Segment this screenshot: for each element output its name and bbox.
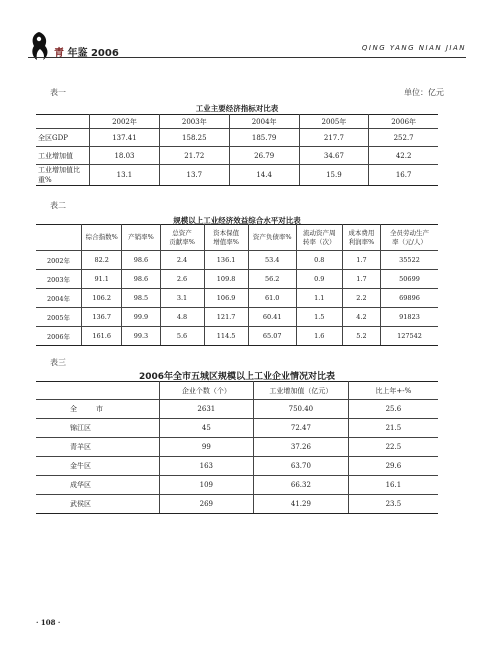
table-cell: 2.4	[160, 251, 204, 270]
table-cell: 109	[159, 476, 253, 495]
row-label: 金牛区	[36, 457, 159, 476]
table-cell: 158.25	[159, 129, 229, 147]
table-row	[36, 165, 438, 186]
table-cell: 121.7	[204, 308, 248, 327]
brand-char: 青	[54, 48, 64, 59]
table-cell: 2.2	[342, 289, 380, 308]
table-row	[36, 400, 438, 419]
table-row	[36, 476, 438, 495]
table-cell: 25.6	[348, 400, 438, 419]
table-cell: 3.1	[160, 289, 204, 308]
table-cell: 217.7	[299, 129, 369, 147]
table-cell: 16.1	[348, 476, 438, 495]
column-header: 2005年	[299, 115, 369, 129]
column-header: 流动资产周 转率（次）	[296, 225, 342, 251]
table-cell: 4.2	[342, 308, 380, 327]
column-header: 综合指数%	[82, 225, 122, 251]
row-label: 锦江区	[36, 419, 159, 438]
english-title: QING YANG NIAN JIAN	[361, 44, 466, 52]
column-header	[36, 115, 90, 129]
row-label: 全区GDP	[36, 129, 90, 147]
row-label: 2002年	[36, 251, 82, 270]
column-header	[36, 225, 82, 251]
table1-unit: 单位：亿元	[404, 88, 444, 97]
table-cell: 269	[159, 495, 253, 514]
table-row	[36, 457, 438, 476]
row-label: 武侯区	[36, 495, 159, 514]
table-cell: 50699	[381, 270, 438, 289]
table-cell: 98.6	[122, 270, 160, 289]
table-cell: 750.40	[254, 400, 349, 419]
column-header: 产销率%	[122, 225, 160, 251]
table-cell: 1.7	[342, 270, 380, 289]
page-number: · 108 ·	[36, 618, 61, 627]
table-cell: 56.2	[248, 270, 296, 289]
column-header: 全员劳动生产 率（元/人）	[381, 225, 438, 251]
table-cell: 42.2	[369, 147, 438, 165]
table-cell: 137.41	[90, 129, 160, 147]
table-cell: 163	[159, 457, 253, 476]
table-cell: 136.1	[204, 251, 248, 270]
table-cell: 109.8	[204, 270, 248, 289]
table-cell: 127542	[381, 327, 438, 346]
column-header: 成本费用 利润率%	[342, 225, 380, 251]
header-row	[36, 225, 438, 251]
table-cell: 1.6	[296, 327, 342, 346]
table-cell: 16.7	[369, 165, 438, 186]
table-row	[36, 270, 438, 289]
table-row	[36, 327, 438, 346]
row-label: 工业增加值	[36, 147, 90, 165]
table-cell: 4.8	[160, 308, 204, 327]
table2-title: 规模以上工业经济效益综合水平对比表	[173, 216, 301, 225]
column-header: 工业增加值（亿元）	[254, 382, 349, 400]
table-cell: 106.2	[82, 289, 122, 308]
column-header: 2002年	[90, 115, 160, 129]
row-label: 全 市	[36, 400, 159, 419]
row-label: 2005年	[36, 308, 82, 327]
table-cell: 99	[159, 438, 253, 457]
table-row	[36, 308, 438, 327]
table-cell: 82.2	[82, 251, 122, 270]
brand-year: 2006	[90, 48, 119, 59]
column-header: 2006年	[369, 115, 438, 129]
table-cell: 0.9	[296, 270, 342, 289]
table-cell: 66.32	[254, 476, 349, 495]
table3-label: 表三	[50, 358, 66, 367]
table-cell: 18.03	[90, 147, 160, 165]
table-cell: 2.6	[160, 270, 204, 289]
table1	[36, 114, 438, 186]
table-cell: 23.5	[348, 495, 438, 514]
table-cell: 99.3	[122, 327, 160, 346]
table-cell: 98.6	[122, 251, 160, 270]
table-row	[36, 251, 438, 270]
column-header: 总资产 贡献率%	[160, 225, 204, 251]
table1-title: 工业主要经济指标对比表	[195, 104, 279, 113]
table-cell: 53.4	[248, 251, 296, 270]
table-cell: 185.79	[229, 129, 299, 147]
table-cell: 26.79	[229, 147, 299, 165]
header-row	[36, 382, 438, 400]
table2-label: 表二	[50, 201, 66, 210]
table-row	[36, 495, 438, 514]
table-cell: 91823	[381, 308, 438, 327]
row-label: 2003年	[36, 270, 82, 289]
table-cell: 72.47	[254, 419, 349, 438]
brand-mid: 年鉴	[67, 48, 88, 59]
table-cell: 13.1	[90, 165, 160, 186]
column-header: 企业个数（个）	[159, 382, 253, 400]
table1-label: 表一	[50, 88, 66, 97]
row-label: 成华区	[36, 476, 159, 495]
table-row	[36, 419, 438, 438]
table-cell: 136.7	[82, 308, 122, 327]
table3	[36, 381, 438, 514]
row-label: 工业增加值比重%	[36, 165, 90, 186]
row-label: 青羊区	[36, 438, 159, 457]
table-cell: 45	[159, 419, 253, 438]
table-cell: 41.29	[254, 495, 349, 514]
column-header: 2004年	[229, 115, 299, 129]
table-cell: 99.9	[122, 308, 160, 327]
table-cell: 69896	[381, 289, 438, 308]
table2	[36, 224, 438, 346]
table-cell: 106.9	[204, 289, 248, 308]
row-label: 2006年	[36, 327, 82, 346]
table-cell: 61.0	[248, 289, 296, 308]
table-cell: 91.1	[82, 270, 122, 289]
table-cell: 34.67	[299, 147, 369, 165]
header-rule	[28, 57, 466, 58]
table-cell: 2631	[159, 400, 253, 419]
table-cell: 98.5	[122, 289, 160, 308]
table-row	[36, 438, 438, 457]
table-cell: 65.07	[248, 327, 296, 346]
column-header: 资产负债率%	[248, 225, 296, 251]
table-cell: 252.7	[369, 129, 438, 147]
table-cell: 5.6	[160, 327, 204, 346]
column-header	[36, 382, 159, 400]
table-cell: 1.5	[296, 308, 342, 327]
table-cell: 37.26	[254, 438, 349, 457]
table-cell: 1.1	[296, 289, 342, 308]
table-cell: 60.41	[248, 308, 296, 327]
table-cell: 21.5	[348, 419, 438, 438]
column-header: 资本保值 增值率%	[204, 225, 248, 251]
table-cell: 21.72	[159, 147, 229, 165]
table-row	[36, 129, 438, 147]
page-header	[28, 30, 466, 64]
table-row	[36, 289, 438, 308]
table-cell: 161.6	[82, 327, 122, 346]
table-cell: 63.70	[254, 457, 349, 476]
table-cell: 14.4	[229, 165, 299, 186]
table-row	[36, 147, 438, 165]
table-cell: 35522	[381, 251, 438, 270]
table-cell: 1.7	[342, 251, 380, 270]
table-cell: 114.5	[204, 327, 248, 346]
table-cell: 15.9	[299, 165, 369, 186]
table-cell: 5.2	[342, 327, 380, 346]
header-row	[36, 115, 438, 129]
table-cell: 29.6	[348, 457, 438, 476]
row-label: 2004年	[36, 289, 82, 308]
table-cell: 22.5	[348, 438, 438, 457]
table-cell: 13.7	[159, 165, 229, 186]
column-header: 2003年	[159, 115, 229, 129]
table-cell: 0.8	[296, 251, 342, 270]
column-header: 比上年+-%	[348, 382, 438, 400]
table3-title: 2006年全市五城区规模以上工业企业情况对比表	[138, 372, 336, 382]
